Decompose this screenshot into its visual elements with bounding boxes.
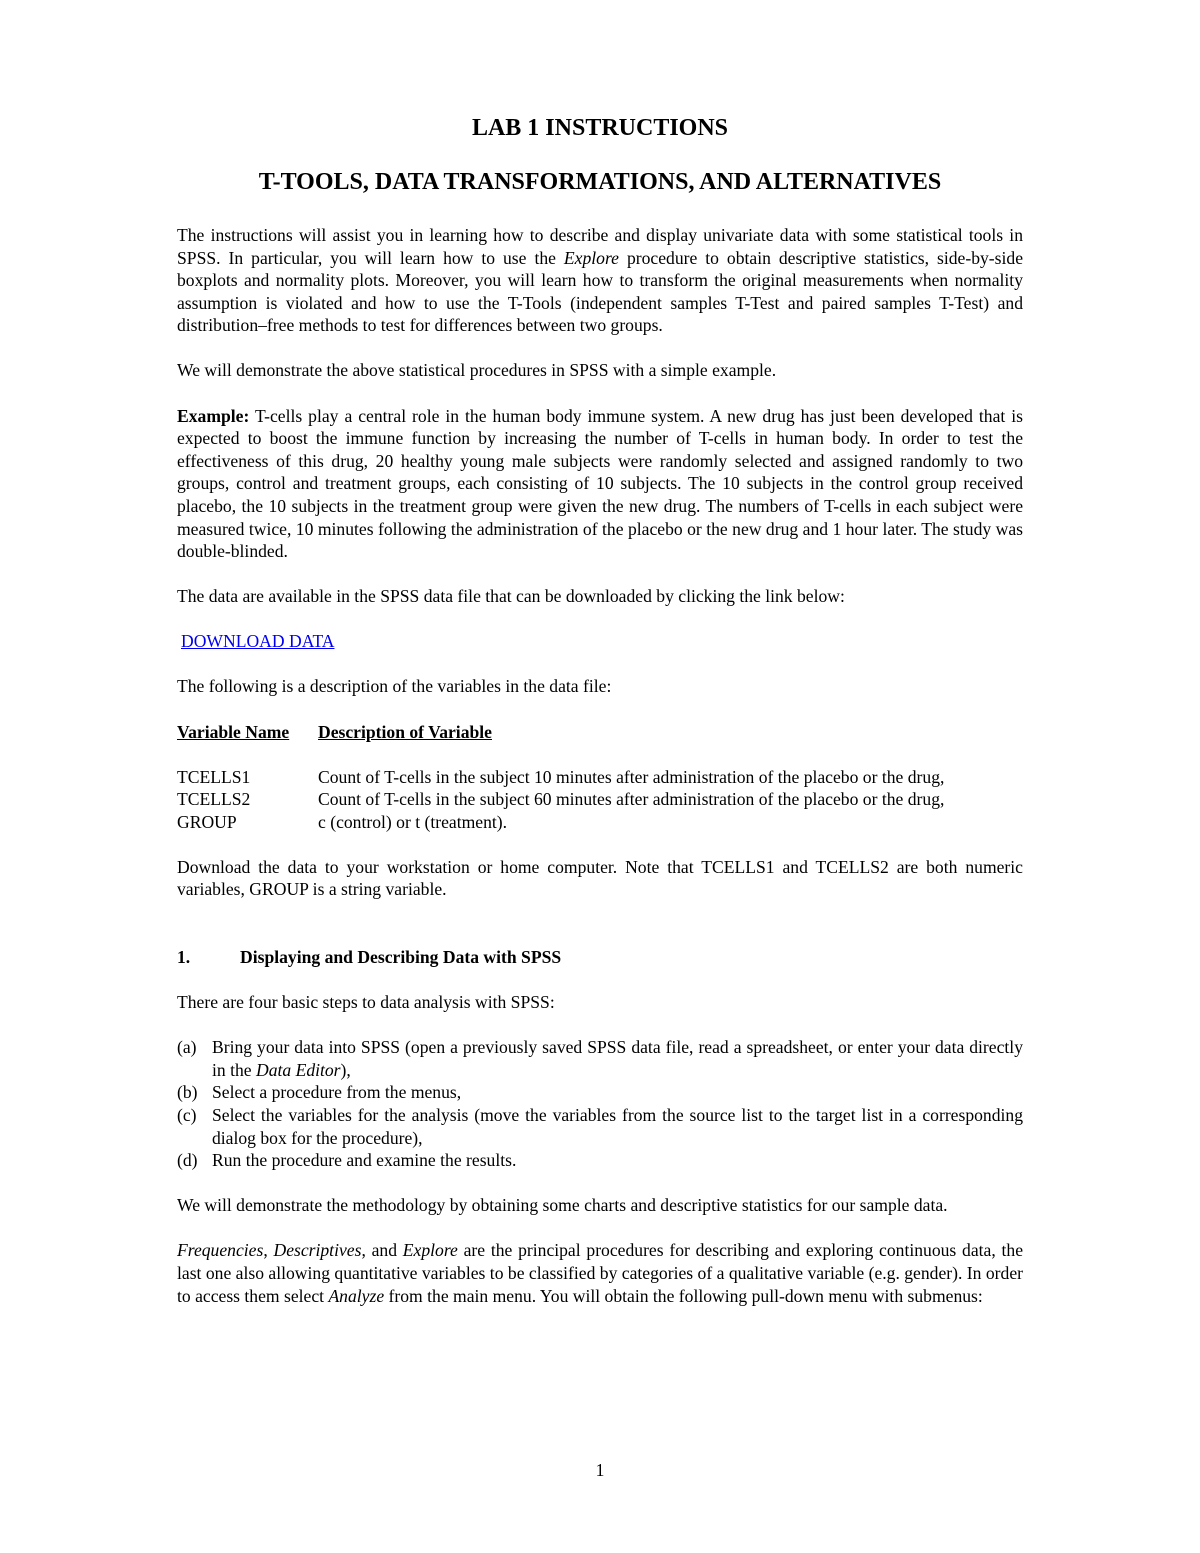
variables-table: [177, 766, 1023, 834]
variable-row: [177, 811, 1023, 834]
procedures-paragraph: [177, 1239, 1023, 1307]
explore-term: Explore: [402, 1240, 458, 1261]
variable-description: c (control) or t (treatment).: [318, 811, 508, 832]
step-text-part: Bring your data into SPSS (open a previously saved SPSS data file, read a spreadsheet, or enter your data directly in the: [212, 1037, 1023, 1080]
step-label: (a): [177, 1037, 197, 1058]
document-title: LAB 1 INSTRUCTIONS: [471, 115, 729, 141]
text-separator: , and: [361, 1240, 403, 1261]
download-note-paragraph: Download the data to your workstation or home computer. Note that TCELLS1 and TCELLS2 are both numeric variables, GROUP is a string variable.: [177, 856, 1023, 900]
list-item: [177, 1104, 1023, 1149]
list-item: [177, 1036, 1023, 1081]
variable-description: Count of T-cells in the subject 60 minutes after administration of the placebo or the drug,: [318, 789, 945, 810]
example-text: T-cells play a central role in the human body immune system. A new drug has just been developed that is expected to boost the immune function by increasing the number of T-cells in human body. In order to test the effectiveness of this drug, 20 healthy young male subjects were randomly selected and assigned randomly to two groups, control and treatment groups, each consisting of 10 subjects. The 10 subjects in the control group received placebo, the 10 subjects in the treatment group were given the new drug. The numbers of T-cells in each subject were measured twice, 10 minutes following the administration of the placebo or the new drug and 1 hour later. The study was double-blinded.: [177, 405, 1023, 562]
methodology-paragraph: We will demonstrate the methodology by obtaining some charts and descriptive statistics for our sample data.: [177, 1195, 948, 1216]
step-label: (b): [177, 1082, 198, 1103]
explore-term: Explore: [563, 247, 619, 268]
example-lead: Example:: [177, 405, 250, 426]
step-text-part: ),: [340, 1059, 351, 1080]
step-text: Select the variables for the analysis (move the variables from the source list to the target list in a corresponding dialog box for the procedure),: [212, 1105, 1023, 1148]
variable-name: TCELLS1: [177, 766, 251, 787]
variable-desc-header-cell: [318, 721, 492, 744]
step-text: [212, 1036, 1023, 1081]
step-text: Run the procedure and examine the results.: [212, 1150, 517, 1171]
document-subtitle: T-TOOLS, DATA TRANSFORMATIONS, AND ALTERNATIVES: [258, 169, 942, 195]
analyze-term: Analyze: [328, 1285, 385, 1306]
page-content: [177, 112, 1023, 1330]
variable-description: Count of T-cells in the subject 10 minutes after administration of the placebo or the drug,: [318, 766, 945, 787]
variable-name-header-cell: [177, 721, 318, 744]
data-availability-paragraph: The data are available in the SPSS data file that can be downloaded by clicking the link below:: [177, 586, 845, 607]
variable-description-header: Description of Variable: [318, 721, 492, 742]
section-1-heading: [177, 946, 1023, 969]
frequencies-term: Frequencies: [177, 1240, 264, 1261]
intro-text-1: The instructions will assist you in learning how to describe and display univariate data with some statistical tools in SPSS. In particular, you will learn how to use the: [177, 225, 1023, 268]
steps-intro-paragraph: There are four basic steps to data analysis with SPSS:: [177, 992, 555, 1013]
steps-list: [177, 1036, 1023, 1172]
variables-intro-paragraph: The following is a description of the variables in the data file:: [177, 676, 612, 697]
example-paragraph: [177, 405, 1023, 563]
descriptives-term: Descriptives: [273, 1240, 362, 1261]
variables-header: [177, 721, 1023, 744]
variable-name: GROUP: [177, 811, 237, 832]
intro-paragraph: [177, 224, 1023, 337]
intro-text-2: procedure to obtain descriptive statistics, side-by-side boxplots and normality plots. Moreover, you will learn how to transform the original measurements when normality assumption is violated and how to use the T-Tools (independent samples T-Test and paired samples T-Test) and distribution–free methods to test for differences between two groups.: [177, 247, 1023, 336]
text-separator: ,: [263, 1240, 274, 1261]
procedures-text: are the principal procedures for describing and exploring continuous data, the last one also allowing quantitative variables to be classified by categories of a qualitative variable (e.g. gender). In order to access them select: [177, 1240, 1023, 1306]
list-item: [177, 1149, 1023, 1172]
page-number: 1: [595, 1460, 605, 1480]
variable-row: [177, 766, 1023, 789]
step-label: (c): [177, 1105, 197, 1126]
section-title: Displaying and Describing Data with SPSS: [240, 947, 562, 968]
variable-row: [177, 788, 1023, 811]
demo-paragraph: We will demonstrate the above statistical procedures in SPSS with a simple example.: [177, 360, 777, 381]
step-label: (d): [177, 1150, 198, 1171]
step-text: Select a procedure from the menus,: [212, 1082, 462, 1103]
data-editor-term: Data Editor: [255, 1059, 341, 1080]
variable-name: TCELLS2: [177, 789, 251, 810]
download-link-row: [177, 630, 1023, 653]
section-number: 1.: [177, 947, 191, 968]
procedures-text: from the main menu. You will obtain the following pull-down menu with submenus:: [384, 1285, 983, 1306]
list-item: [177, 1081, 1023, 1104]
download-data-link[interactable]: DOWNLOAD DATA: [181, 631, 335, 652]
variable-name-header: Variable Name: [177, 721, 290, 742]
